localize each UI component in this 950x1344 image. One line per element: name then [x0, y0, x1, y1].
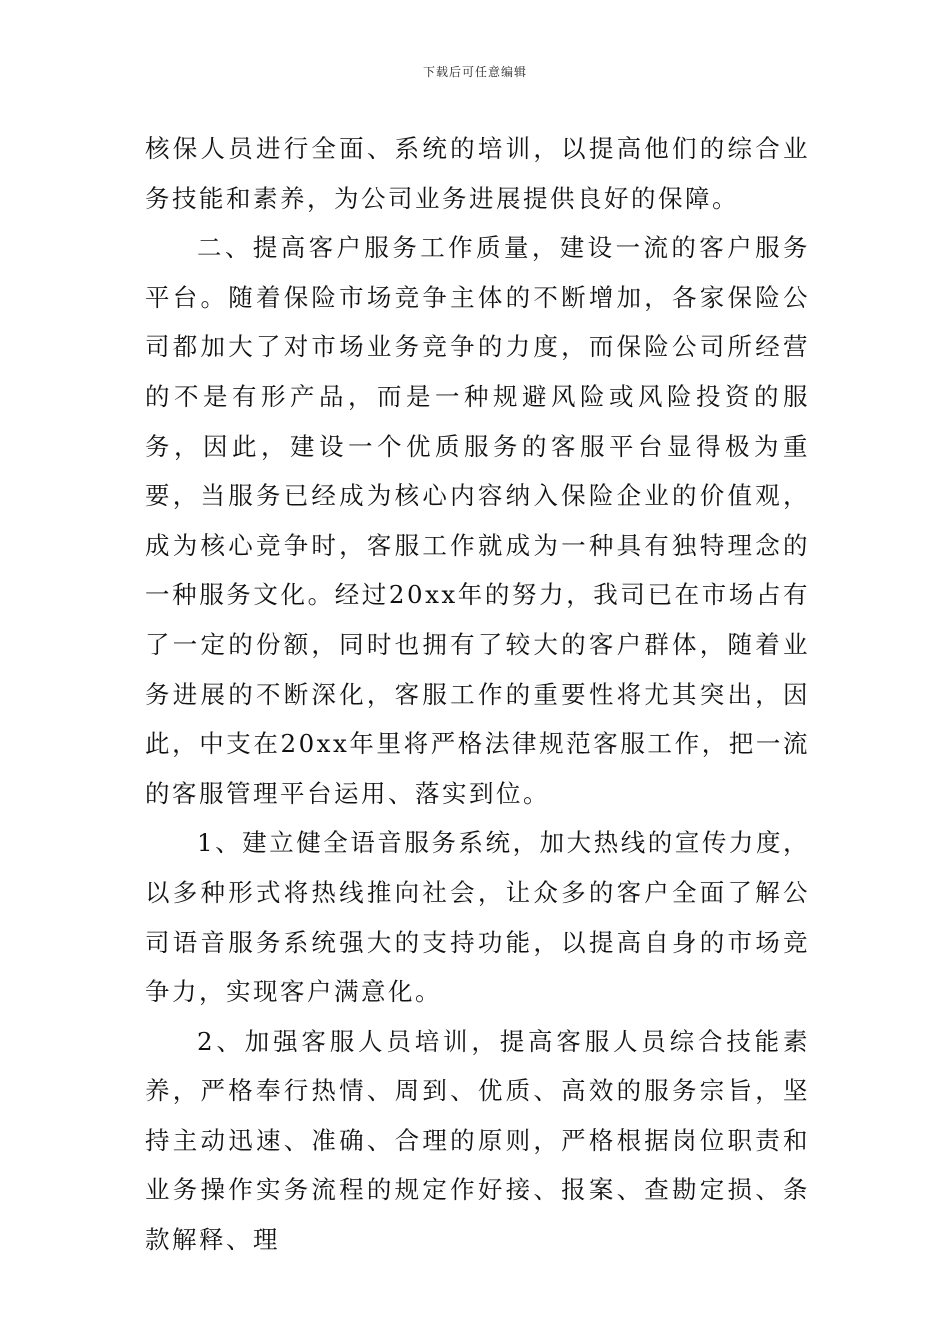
document-body — [145, 124, 810, 1265]
paragraph-item-one: 1、建立健全语音服务系统，加大热线的宣传力度，以多种形式将热线推向社会，让众多的客户全面了解公司语音服务系统强大的支持功能，以提高自身的市场竞争力，实现客户满意化。 — [145, 828, 810, 1007]
paragraph-section-two: 二、提高客户服务工作质量，建设一流的客户服务平台。随着保险市场竞争主体的不断增加，各家保险公司都加大了对市场业务竞争的力度，而保险公司所经营的不是有形产品，而是一种规避风险或风险投资的服务，因此，建设一个优质服务的客服平台显得极为重要，当服务已经成为核心内容纳入保险企业的价值观，成为核心竞争时，客服工作就成为一种具有独特理念的一种服务文化。经过20xx年的努力，我司已在市场占有了一定的份额，同时也拥有了较大的客户群体，随着业务进展的不断深化，客服工作的重要性将尤其突出，因此，中支在20xx年里将严格法律规范客服工作，把一流的客服管理平台运用、落实到位。 — [145, 233, 810, 808]
paragraph-item-two: 2、加强客服人员培训，提高客服人员综合技能素养，严格奉行热情、周到、优质、高效的服务宗旨，坚持主动迅速、准确、合理的原则，严格根据岗位职责和业务操作实务流程的规定作好接、报案、查勘定损、条款解释、理 — [145, 1026, 810, 1255]
page-header-note: 下载后可任意编辑 — [422, 65, 527, 79]
paragraph-continuation: 核保人员进行全面、系统的培训，以提高他们的综合业务技能和素养，为公司业务进展提供良好的保障。 — [145, 134, 810, 213]
